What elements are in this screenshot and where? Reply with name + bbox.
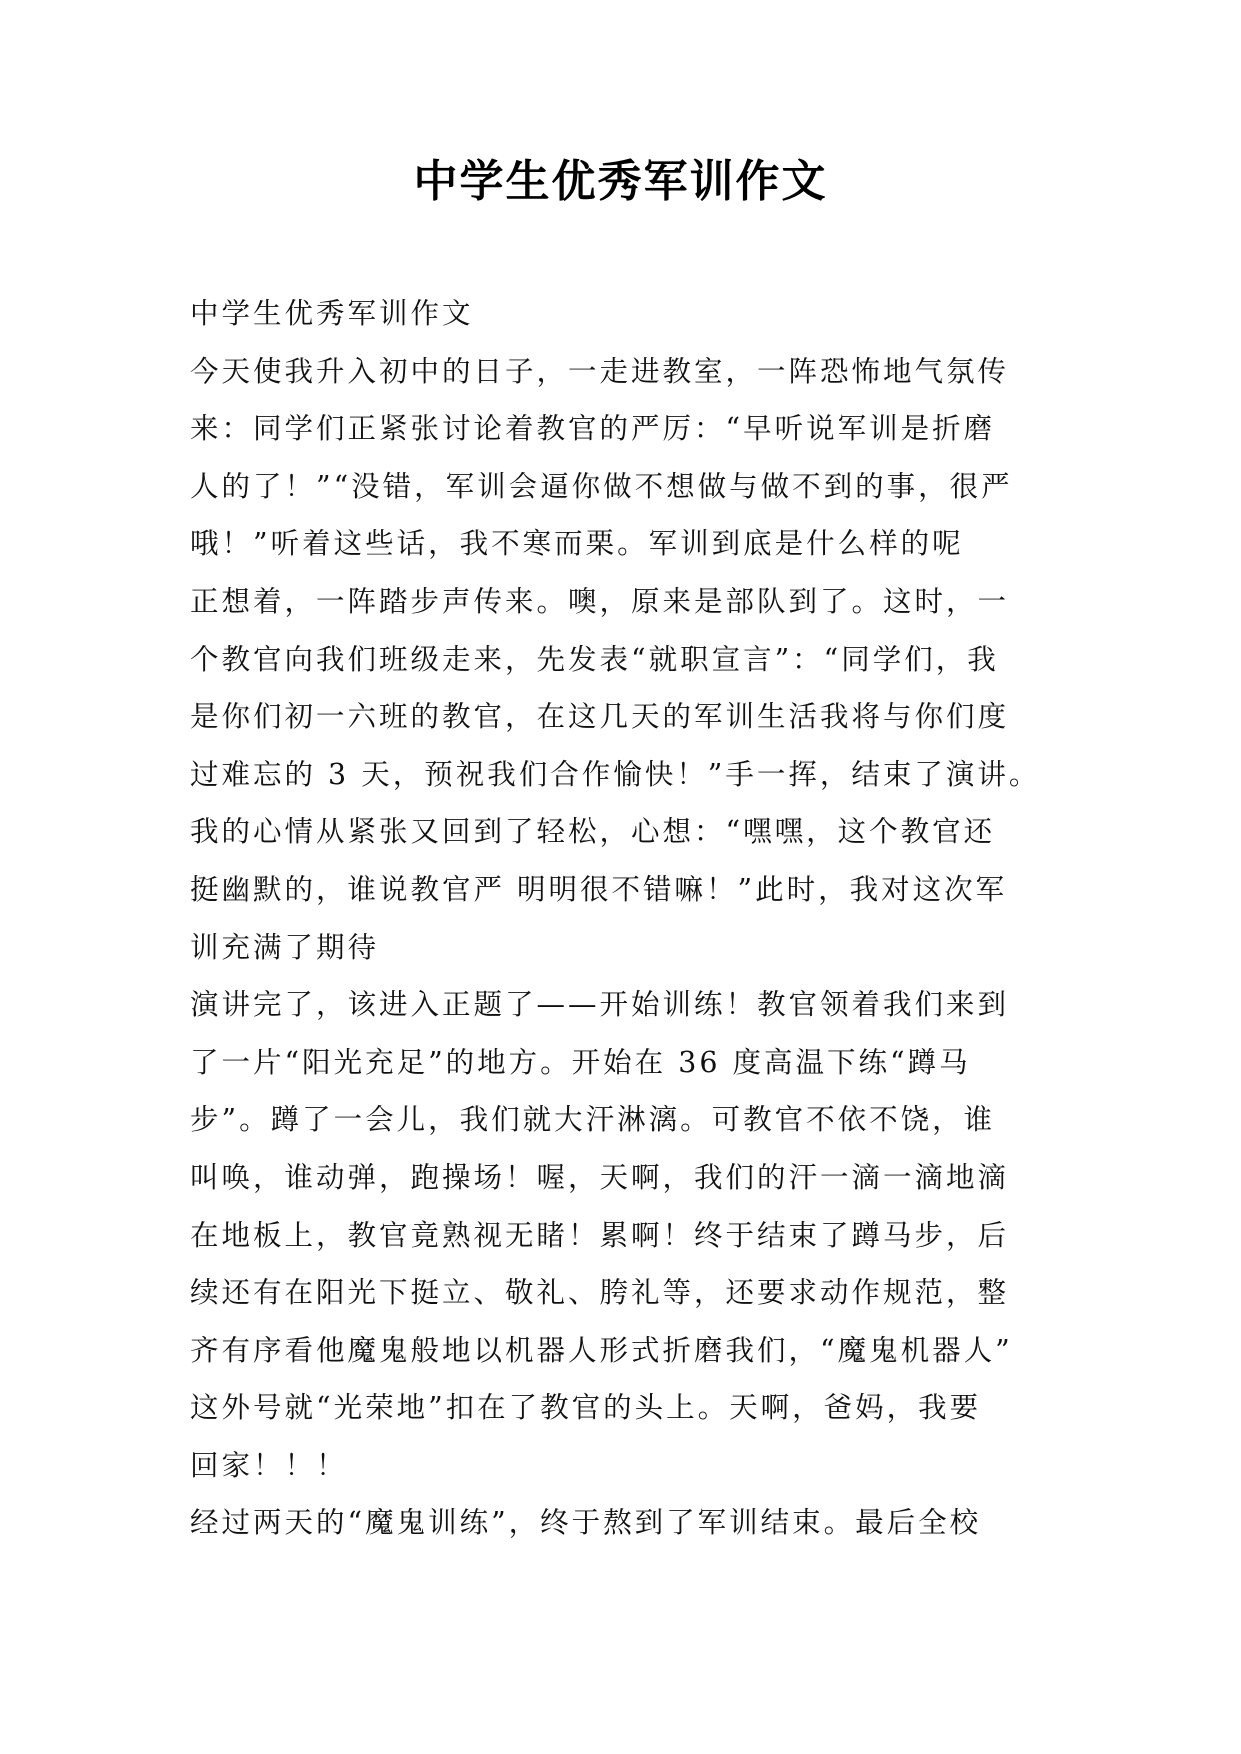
text-line: 来：同学们正紧张讨论着教官的严厉：“早听说军训是折磨: [190, 412, 996, 446]
text-line: 正想着，一阵踏步声传来。噢，原来是部队到了。这时，一: [190, 584, 1010, 618]
text-line: 我的心情从紧张又回到了轻松，心想：“嘿嘿，这个教官还: [190, 815, 996, 849]
text-line: 齐有序看他魔鬼般地以机器人形式折磨我们，“魔鬼机器人”: [190, 1333, 1013, 1367]
text-line: 过难忘的 3 天，预祝我们合作愉快！”手一挥，结束了演讲。: [190, 757, 1041, 791]
text-line: 中学生优秀军训作文: [190, 297, 474, 330]
text-line: 人的了！”“没错，军训会逼你做不想做与做不到的事，很严: [190, 469, 1013, 503]
text-line: 演讲完了，该进入正题了——开始训练！教官领着我们来到: [190, 988, 1010, 1022]
text-line: 续还有在阳光下挺立、敬礼、胯礼等，还要求动作规范，整: [190, 1276, 1010, 1310]
text-line: 是你们初一六班的教官，在这几天的军训生活我将与你们度: [190, 700, 1010, 734]
text-line: 叫唤，谁动弹，跑操场！喔，天啊，我们的汗一滴一滴地滴: [190, 1160, 1010, 1194]
text-line: 回家！！！: [190, 1448, 348, 1482]
text-line: 哦！”听着这些话，我不寒而栗。军训到底是什么样的呢: [190, 527, 964, 561]
text-line: 今天使我升入初中的日子，一走进教室，一阵恐怖地气氛传: [190, 354, 1010, 388]
text-line: 经过两天的“魔鬼训练”，终于熬到了军训结束。最后全校: [190, 1506, 982, 1540]
document-body: [190, 285, 1060, 1552]
text-line: 这外号就“光荣地”扣在了教官的头上。天啊，爸妈，我要: [190, 1391, 982, 1425]
text-line: 了一片“阳光充足”的地方。开始在 36 度高温下练“蹲马: [190, 1045, 971, 1079]
text-line: 在地板上，教官竟熟视无睹！累啊！终于结束了蹲马步，后: [190, 1218, 1010, 1252]
text-line: 挺幽默的，谁说教官严 明明很不错嘛！”此时，我对这次军: [190, 872, 1008, 906]
document-title: 中学生优秀军训作文: [413, 156, 828, 207]
text-line: 训充满了期待: [190, 930, 380, 964]
text-line: 个教官向我们班级走来，先发表“就职宣言”：“同学们，我: [190, 642, 999, 676]
text-line: 步”。蹲了一会儿，我们就大汗淋漓。可教官不依不饶，谁: [190, 1103, 996, 1137]
